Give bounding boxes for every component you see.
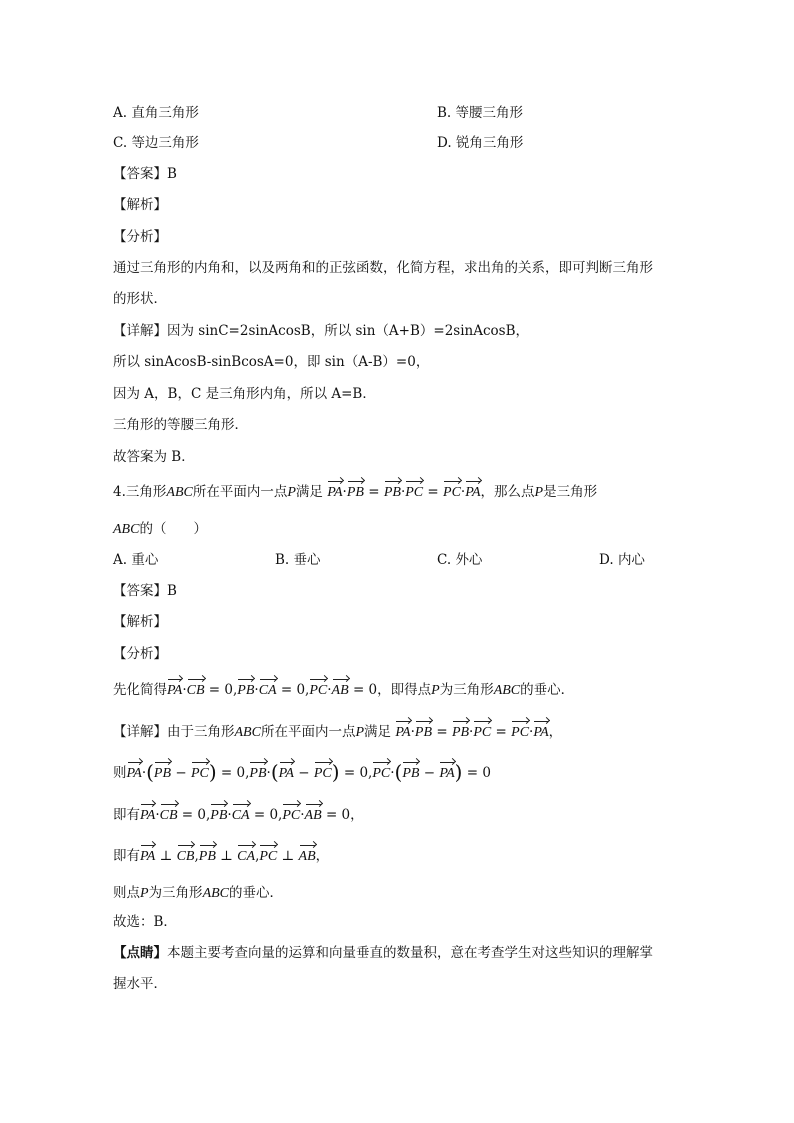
q3-option-a: A. 直角三角形: [113, 105, 199, 121]
q4-dianjing-1: 【点睛】本题主要考查向量的运算和向量垂直的数量积，意在考查学生对这些知识的理解掌: [113, 945, 653, 961]
q4-answer: 【答案】B: [113, 583, 177, 599]
q3-option-d: D. 锐角三角形: [437, 135, 524, 151]
q3-fenxi-text-1: 通过三角形的内角和，以及两角和的正弦函数，化简方程，求出角的关系，即可判断三角形: [113, 260, 653, 276]
q4-guxuan: 故选：B．: [113, 914, 177, 930]
q4-option-d: D. 内心: [599, 552, 645, 568]
q3-fenxi-label: 【分析】: [113, 229, 167, 245]
q3-analysis-label: 【解析】: [113, 197, 167, 213]
q3-detail-3: 因为 A，B，C 是三角形内角，所以 A=B．: [113, 386, 376, 402]
q3-detail-5: 故答案为 B．: [113, 449, 195, 465]
q3-fenxi-text-2: 的形状．: [113, 291, 167, 307]
q4-detail-then: 则PA·(PB − PC) = 0,PB·(PA − PC) = 0,PC·(PB − PA) = 0: [113, 760, 491, 784]
q4-stem-line-2: ABC的（ ）: [113, 521, 207, 537]
q3-option-c: C. 等边三角形: [113, 135, 199, 151]
q4-dianjing-2: 握水平．: [113, 976, 167, 992]
q3-option-b: B. 等腰三角形: [437, 105, 524, 121]
q4-conclusion: 则点P为三角形ABC的垂心．: [113, 885, 284, 901]
q3-detail-1: 【详解】因为 sinC=2sinAcosB，所以 sin（A+B）=2sinAcosB，: [113, 323, 530, 339]
q4-fenxi-label: 【分析】: [113, 646, 167, 662]
q4-analysis-label: 【解析】: [113, 614, 167, 630]
q4-detail-jiyou-2: 即有PA ⊥ CB,PB ⊥ CA,PC ⊥ AB，: [113, 848, 330, 864]
q4-option-b: B. 垂心: [275, 552, 321, 568]
q4-detail-jiyou-1: 即有PA·CB = 0,PB·CA = 0,PC·AB = 0，: [113, 807, 364, 823]
q4-fenxi-text: 先化简得PA·CB = 0,PB·CA = 0,PC·AB = 0，即得点P为三角形ABC的垂心．: [113, 682, 575, 698]
q4-stem-line-1: 4.三角形ABC所在平面内一点P满足 PA·PB = PB·PC = PC·PA，那么点P是三角形: [113, 484, 598, 500]
q4-detail-1: 【详解】由于三角形ABC所在平面内一点P满足 PA·PB = PB·PC = PC·PA，: [113, 724, 563, 740]
q3-answer: 【答案】B: [113, 166, 177, 182]
q3-detail-2: 所以 sinAcosB-sinBcosA=0，即 sin（A-B）=0，: [113, 354, 430, 370]
q4-option-a: A. 重心: [113, 552, 159, 568]
q4-option-c: C. 外心: [437, 552, 483, 568]
q3-detail-4: 三角形的等腰三角形．: [113, 417, 248, 433]
